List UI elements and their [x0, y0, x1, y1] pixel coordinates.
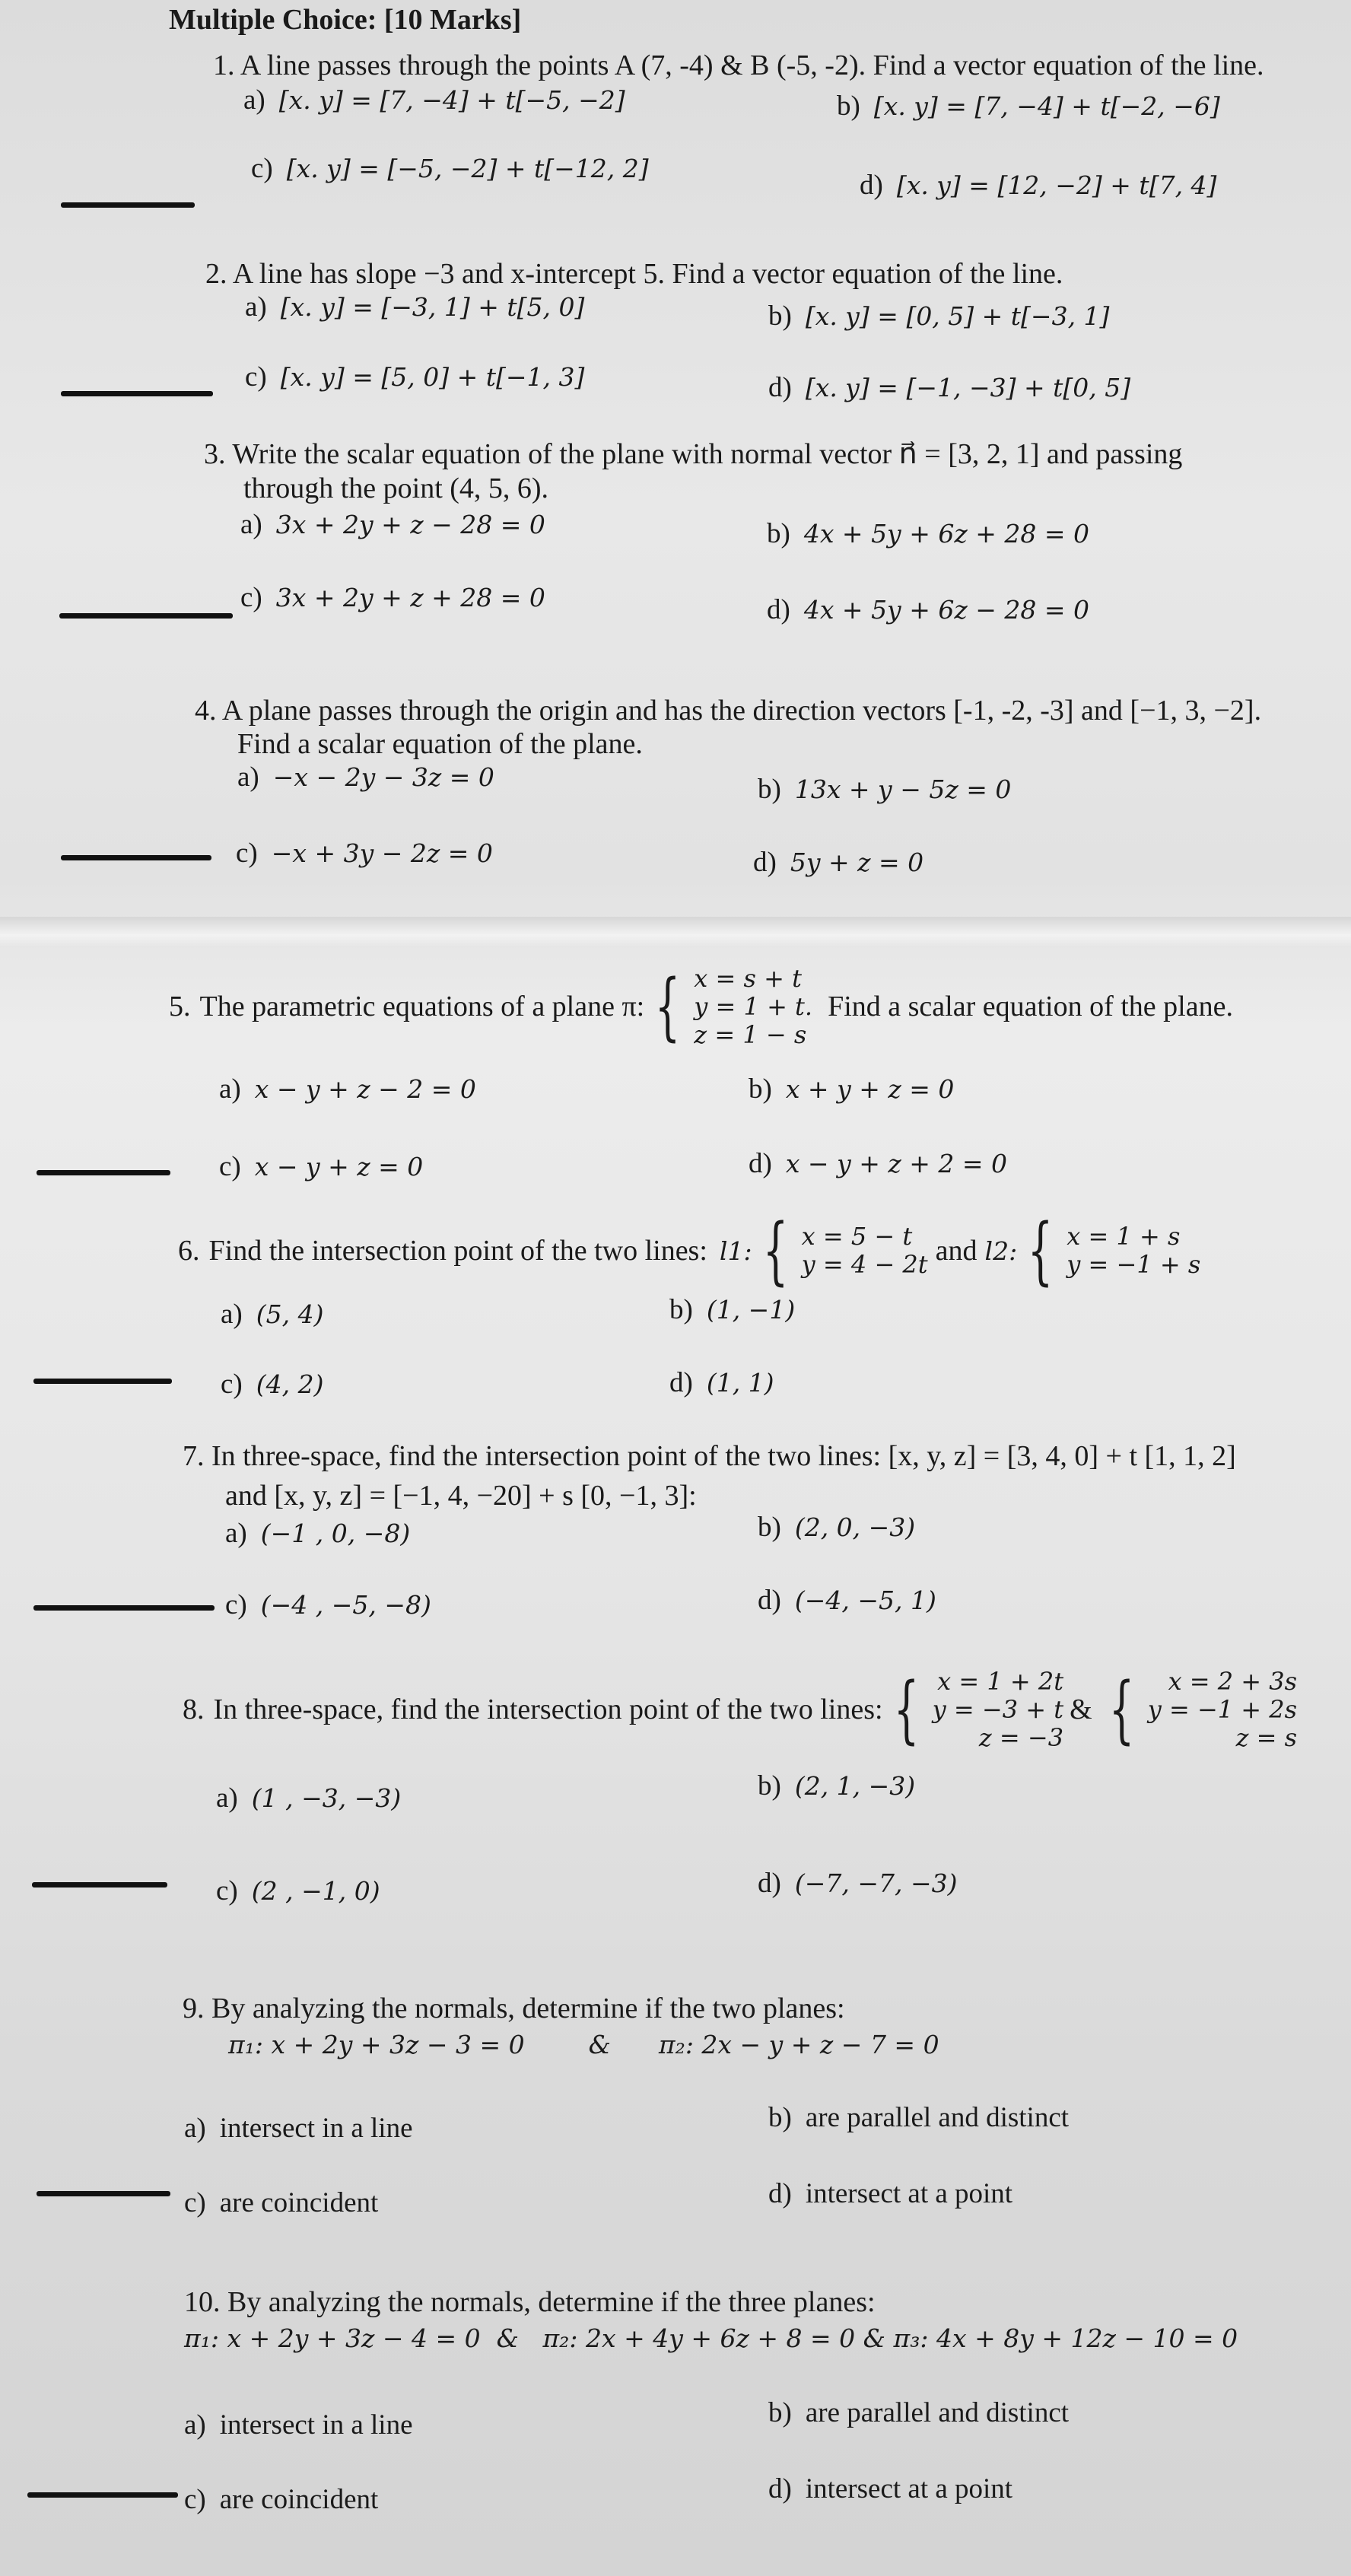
- answer-blank-7[interactable]: [33, 1605, 215, 1611]
- page-heading: Multiple Choice: [10 Marks]: [169, 4, 522, 36]
- q5-option-b[interactable]: b) x + y + z = 0: [749, 1073, 955, 1105]
- q2-option-b[interactable]: b) [x. y] = [0, 5] + t[−3, 1]: [768, 301, 1110, 332]
- q9-option-d[interactable]: d) intersect at a point: [768, 2178, 1013, 2209]
- q1-option-d[interactable]: d) [x. y] = [12, −2] + t[7, 4]: [860, 170, 1217, 201]
- q7-option-c[interactable]: c) (−4 , −5, −8): [225, 1589, 431, 1620]
- q6-option-a[interactable]: a) (5, 4): [221, 1299, 324, 1330]
- q7-option-a[interactable]: a) (−1 , 0, −8): [225, 1518, 411, 1549]
- question-8: 8. In three-space, find the intersection point of the two lines: { x = 1 + 2t y = −3 + t z = −3 & { x = 2 + 3s y = −1 + 2s z = s: [183, 1667, 1298, 1753]
- q1-option-a[interactable]: a) [x. y] = [7, −4] + t[−5, −2]: [243, 84, 625, 116]
- q9-option-c[interactable]: c) are coincident: [184, 2187, 379, 2218]
- q2-option-d[interactable]: d) [x. y] = [−1, −3] + t[0, 5]: [768, 372, 1131, 403]
- q2-option-a[interactable]: a) [x. y] = [−3, 1] + t[5, 0]: [245, 291, 585, 323]
- brace-icon: {: [1027, 1208, 1054, 1293]
- q8-option-a[interactable]: a) (1 , −3, −3): [216, 1783, 402, 1814]
- q6-option-c[interactable]: c) (4, 2): [221, 1369, 324, 1400]
- answer-blank-8[interactable]: [32, 1882, 167, 1887]
- q5-option-c[interactable]: c) x − y + z = 0: [219, 1151, 424, 1182]
- brace-icon: {: [893, 1667, 919, 1753]
- answer-blank-1[interactable]: [61, 202, 195, 208]
- q7-option-b[interactable]: b) (2, 0, −3): [758, 1512, 916, 1543]
- question-1: 1. A line passes through the points A (7, -4) & B (-5, -2). Find a vector equation of the line.: [213, 49, 1264, 81]
- brace-icon: {: [654, 964, 681, 1050]
- q4-option-a[interactable]: a) −x − 2y − 3z = 0: [237, 762, 494, 793]
- q4-option-c[interactable]: c) −x + 3y − 2z = 0: [236, 838, 493, 869]
- q5-plane-system: { x = s + t y = 1 + t. z = 1 − s: [654, 964, 813, 1050]
- q6-line1-system: { x = 5 − t y = 4 − 2t: [762, 1208, 928, 1293]
- question-5: 5. The parametric equations of a plane π: { x = s + t y = 1 + t. z = 1 − s Find a scalar equation of the plane.: [169, 964, 1233, 1050]
- q10-option-c[interactable]: c) are coincident: [184, 2484, 379, 2515]
- answer-blank-9[interactable]: [37, 2191, 170, 2196]
- question-2: 2. A line has slope −3 and x-intercept 5. Find a vector equation of the line.: [205, 258, 1063, 290]
- answer-blank-5[interactable]: [37, 1170, 170, 1175]
- question-4-line-2: Find a scalar equation of the plane.: [237, 728, 643, 760]
- brace-icon: {: [762, 1208, 788, 1293]
- q8-option-c[interactable]: c) (2 , −1, 0): [216, 1875, 380, 1907]
- paper-fold: [0, 917, 1351, 947]
- q9-option-a[interactable]: a) intersect in a line: [184, 2113, 413, 2144]
- answer-blank-3[interactable]: [59, 613, 233, 619]
- q4-option-d[interactable]: d) 5y + z = 0: [753, 847, 924, 878]
- question-3: 3. Write the scalar equation of the plane with normal vector n⃗ = [3, 2, 1] and passing: [204, 438, 1183, 470]
- question-10: 10. By analyzing the normals, determine if the three planes:: [184, 2286, 876, 2318]
- answer-blank-4[interactable]: [61, 855, 211, 860]
- q8-option-b[interactable]: b) (2, 1, −3): [758, 1770, 916, 1802]
- question-6: 6. Find the intersection point of the two lines: l1: { x = 5 − t y = 4 − 2t and l2: { x = 1 + s y = −1 + s: [178, 1208, 1201, 1293]
- question-7: 7. In three-space, find the intersection point of the two lines: [x, y, z] = [3, 4, 0] + t [1, 1, 2]: [183, 1440, 1236, 1472]
- q8-line1-system: { x = 1 + 2t y = −3 + t z = −3: [893, 1667, 1064, 1753]
- q10-option-d[interactable]: d) intersect at a point: [768, 2473, 1013, 2504]
- answer-blank-10[interactable]: [27, 2492, 178, 2498]
- q3-option-b[interactable]: b) 4x + 5y + 6z + 28 = 0: [767, 518, 1089, 549]
- q1-option-c[interactable]: c) [x. y] = [−5, −2] + t[−12, 2]: [251, 153, 649, 184]
- q2-option-c[interactable]: c) [x. y] = [5, 0] + t[−1, 3]: [245, 361, 585, 393]
- q3-option-c[interactable]: c) 3x + 2y + z + 28 = 0: [240, 582, 545, 613]
- q4-option-b[interactable]: b) 13x + y − 5z = 0: [758, 774, 1012, 805]
- q6-option-d[interactable]: d) (1, 1): [669, 1367, 774, 1398]
- q3-option-d[interactable]: d) 4x + 5y + 6z − 28 = 0: [767, 594, 1089, 625]
- q10-option-a[interactable]: a) intersect in a line: [184, 2409, 413, 2441]
- q5-option-a[interactable]: a) x − y + z − 2 = 0: [219, 1073, 476, 1105]
- q5-option-d[interactable]: d) x − y + z + 2 = 0: [749, 1148, 1007, 1179]
- q8-line2-system: { x = 2 + 3s y = −1 + 2s z = s: [1108, 1667, 1298, 1753]
- question-3-line-2: through the point (4, 5, 6).: [243, 472, 549, 504]
- answer-blank-6[interactable]: [33, 1379, 172, 1384]
- question-9-planes: π₁: x + 2y + 3z − 3 = 0 & π₂: 2x − y + z − 7 = 0: [228, 2030, 939, 2059]
- q1-option-b[interactable]: b) [x. y] = [7, −4] + t[−2, −6]: [837, 91, 1220, 122]
- q6-line2-system: { x = 1 + s y = −1 + s: [1027, 1208, 1201, 1293]
- brace-icon: {: [1108, 1667, 1134, 1753]
- q6-option-b[interactable]: b) (1, −1): [669, 1294, 796, 1325]
- answer-blank-2[interactable]: [61, 391, 213, 396]
- question-7-line-2: and [x, y, z] = [−1, 4, −20] + s [0, −1, 3]:: [225, 1480, 697, 1512]
- q8-option-d[interactable]: d) (−7, −7, −3): [758, 1868, 958, 1899]
- q7-option-d[interactable]: d) (−4, −5, 1): [758, 1585, 936, 1616]
- question-4: 4. A plane passes through the origin and has the direction vectors [-1, -2, -3] and [−1, 3, −2].: [195, 695, 1262, 727]
- question-9: 9. By analyzing the normals, determine if the two planes:: [183, 1992, 845, 2024]
- q3-option-a[interactable]: a) 3x + 2y + z − 28 = 0: [240, 509, 545, 540]
- q9-option-b[interactable]: b) are parallel and distinct: [768, 2102, 1070, 2133]
- q10-option-b[interactable]: b) are parallel and distinct: [768, 2397, 1070, 2428]
- question-10-planes: π₁: x + 2y + 3z − 4 = 0 & π₂: 2x + 4y + 6z + 8 = 0 & π₃: 4x + 8y + 12z − 10 = 0: [184, 2323, 1238, 2353]
